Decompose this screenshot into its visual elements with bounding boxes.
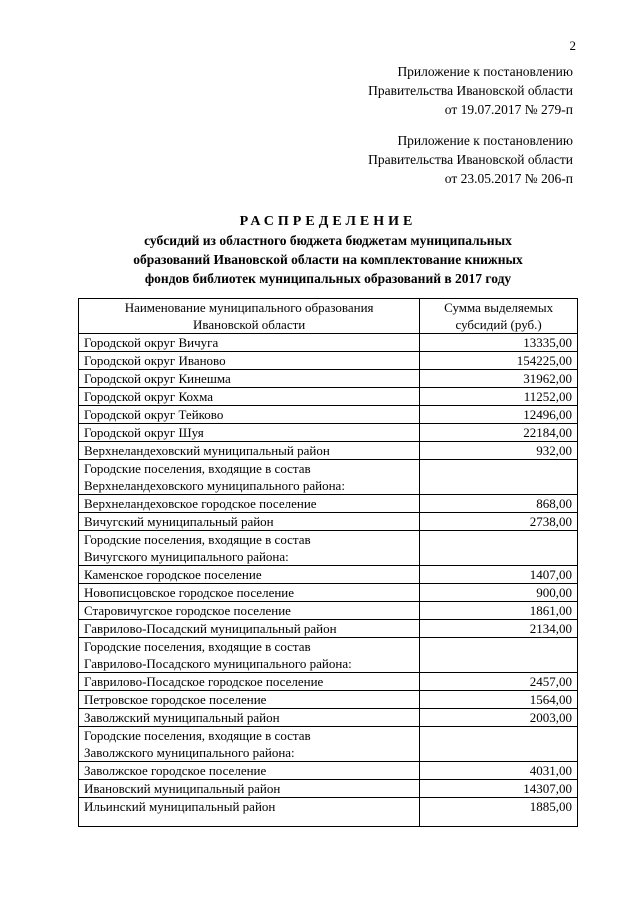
municipality-name: Заволжский муниципальный район [79, 709, 420, 727]
document-heading [78, 212, 578, 288]
table-row [79, 620, 578, 638]
municipality-name: Городской округ Шуя [79, 424, 420, 442]
table-row [79, 566, 578, 584]
municipality-name: Каменское городское поселение [79, 566, 420, 584]
table-row [79, 727, 578, 762]
subsidy-amount: 1861,00 [420, 602, 578, 620]
subsidy-amount [420, 531, 578, 566]
subsidy-amount: 2457,00 [420, 673, 578, 691]
table-row [79, 780, 578, 798]
table-header-row [79, 299, 578, 334]
table-row [79, 798, 578, 827]
heading-line: субсидий из областного бюджета бюджетам муниципальных [144, 233, 512, 248]
municipality-name: Городской округ Кинешма [79, 370, 420, 388]
attachment-line: от 19.07.2017 № 279-п [444, 102, 573, 117]
attachment-note-current [273, 62, 573, 119]
subsidy-amount [420, 727, 578, 762]
municipality-name: Петровское городское поселение [79, 691, 420, 709]
table-row [79, 709, 578, 727]
heading-line: образований Ивановской области на комплектование книжных [133, 252, 523, 267]
table-row [79, 388, 578, 406]
municipality-name: Городской округ Кохма [79, 388, 420, 406]
subsidy-amount: 2003,00 [420, 709, 578, 727]
subsidy-amount: 4031,00 [420, 762, 578, 780]
subsidy-amount: 154225,00 [420, 352, 578, 370]
table-row [79, 495, 578, 513]
table-row [79, 442, 578, 460]
attachment-line: от 23.05.2017 № 206-п [444, 171, 573, 186]
municipality-name: Городские поселения, входящие в состав Гаврилово-Посадского муниципального района: [79, 638, 420, 673]
attachment-line: Приложение к постановлению [397, 64, 573, 79]
table-row [79, 584, 578, 602]
table-row [79, 531, 578, 566]
table-row [79, 602, 578, 620]
subsidy-amount: 22184,00 [420, 424, 578, 442]
municipality-name: Ильинский муниципальный район [79, 798, 420, 827]
municipality-name: Городской округ Тейково [79, 406, 420, 424]
header-municipality: Наименование муниципального образования Ивановской области [79, 299, 420, 334]
subsidy-table [78, 298, 578, 827]
municipality-name: Городские поселения, входящие в состав Заволжского муниципального района: [79, 727, 420, 762]
table-row [79, 406, 578, 424]
table-row [79, 513, 578, 531]
subsidy-amount: 2134,00 [420, 620, 578, 638]
subsidy-amount [420, 460, 578, 495]
table-row [79, 691, 578, 709]
municipality-name: Заволжское городское поселение [79, 762, 420, 780]
attachment-note-previous [273, 131, 573, 188]
subsidy-amount [420, 638, 578, 673]
municipality-name: Верхнеландеховское городское поселение [79, 495, 420, 513]
municipality-name: Вичугский муниципальный район [79, 513, 420, 531]
municipality-name: Верхнеландеховский муниципальный район [79, 442, 420, 460]
header-sum: Сумма выделяемых субсидий (руб.) [420, 299, 578, 334]
municipality-name: Новописцовское городское поселение [79, 584, 420, 602]
heading-line: фондов библиотек муниципальных образований в 2017 году [144, 271, 512, 286]
table-row [79, 762, 578, 780]
municipality-name: Гаврилово-Посадский муниципальный район [79, 620, 420, 638]
page-number: 2 [569, 38, 576, 53]
subsidy-amount: 900,00 [420, 584, 578, 602]
municipality-name: Городские поселения, входящие в состав Верхнеландеховского муниципального района: [79, 460, 420, 495]
subsidy-amount: 1407,00 [420, 566, 578, 584]
municipality-name: Городской округ Иваново [79, 352, 420, 370]
table-row [79, 638, 578, 673]
subsidy-amount: 1885,00 [420, 798, 578, 827]
table-row [79, 460, 578, 495]
table-row [79, 424, 578, 442]
subsidy-amount: 932,00 [420, 442, 578, 460]
municipality-name: Гаврилово-Посадское городское поселение [79, 673, 420, 691]
subsidy-amount: 13335,00 [420, 334, 578, 352]
subsidy-amount: 2738,00 [420, 513, 578, 531]
municipality-name: Городские поселения, входящие в состав Вичугского муниципального района: [79, 531, 420, 566]
subsidy-amount: 14307,00 [420, 780, 578, 798]
subsidy-amount: 11252,00 [420, 388, 578, 406]
municipality-name: Ивановский муниципальный район [79, 780, 420, 798]
document-title: РАСПРЕДЕЛЕНИЕ [239, 214, 417, 229]
municipality-name: Старовичугское городское поселение [79, 602, 420, 620]
table-body [79, 334, 578, 827]
subsidy-amount: 31962,00 [420, 370, 578, 388]
attachment-line: Приложение к постановлению [397, 133, 573, 148]
attachment-line: Правительства Ивановской области [368, 152, 573, 167]
subsidy-amount: 868,00 [420, 495, 578, 513]
table-row [79, 352, 578, 370]
table-row [79, 673, 578, 691]
subsidy-amount: 12496,00 [420, 406, 578, 424]
table-row [79, 334, 578, 352]
subsidy-amount: 1564,00 [420, 691, 578, 709]
table-row [79, 370, 578, 388]
attachment-line: Правительства Ивановской области [368, 83, 573, 98]
municipality-name: Городской округ Вичуга [79, 334, 420, 352]
